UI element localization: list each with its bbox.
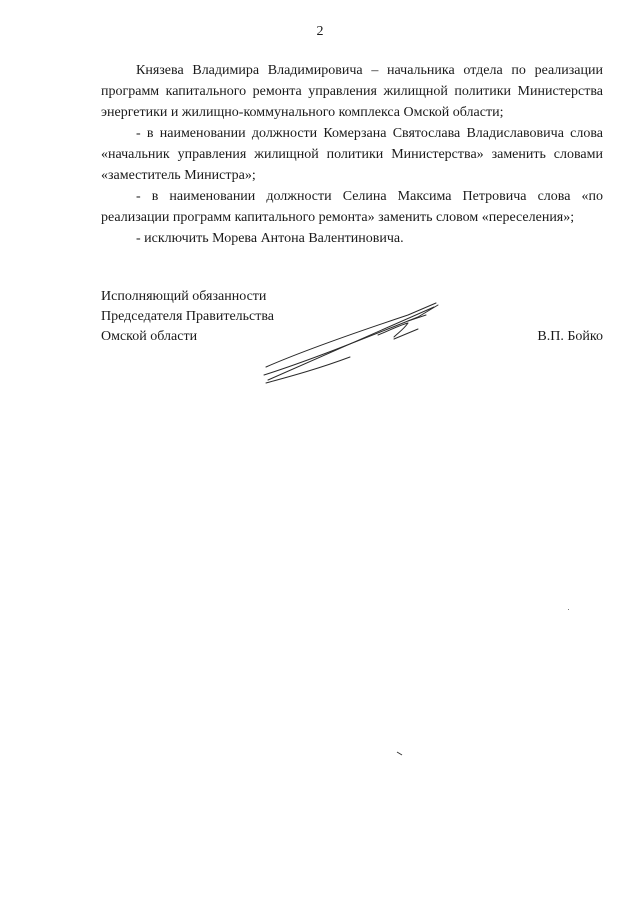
document-body [101,60,603,249]
paragraph: - исключить Морева Антона Валентиновича. [136,231,404,246]
handwritten-signature [258,295,443,390]
signatory-name: В.П. Бойко [537,329,603,344]
page-number: 2 [316,24,324,39]
paragraph: - в наименовании должности Селина Максима Петровича слова «по реализации программ капитального ремонта» заменить словом «переселения»; [101,189,603,225]
signatory-title-line: Омской области [101,329,198,344]
paragraph: - в наименовании должности Комерзана Святослава Владиславовича слова «начальник управления жилищной политики Министерства» заменить словами «заместитель Министра»; [101,126,603,183]
signatory-title-line: Исполняющий обязанности [101,289,267,304]
signatory-title-line: Председателя Правительства [101,309,275,324]
paragraph: Князева Владимира Владимировича – начальника отдела по реализации программ капитального ремонта управления жилищной политики Министерства энергетики и жилищно-коммунального комплекса Омской области; [101,63,603,120]
scan-dot [568,609,569,610]
scan-mark [396,751,404,757]
